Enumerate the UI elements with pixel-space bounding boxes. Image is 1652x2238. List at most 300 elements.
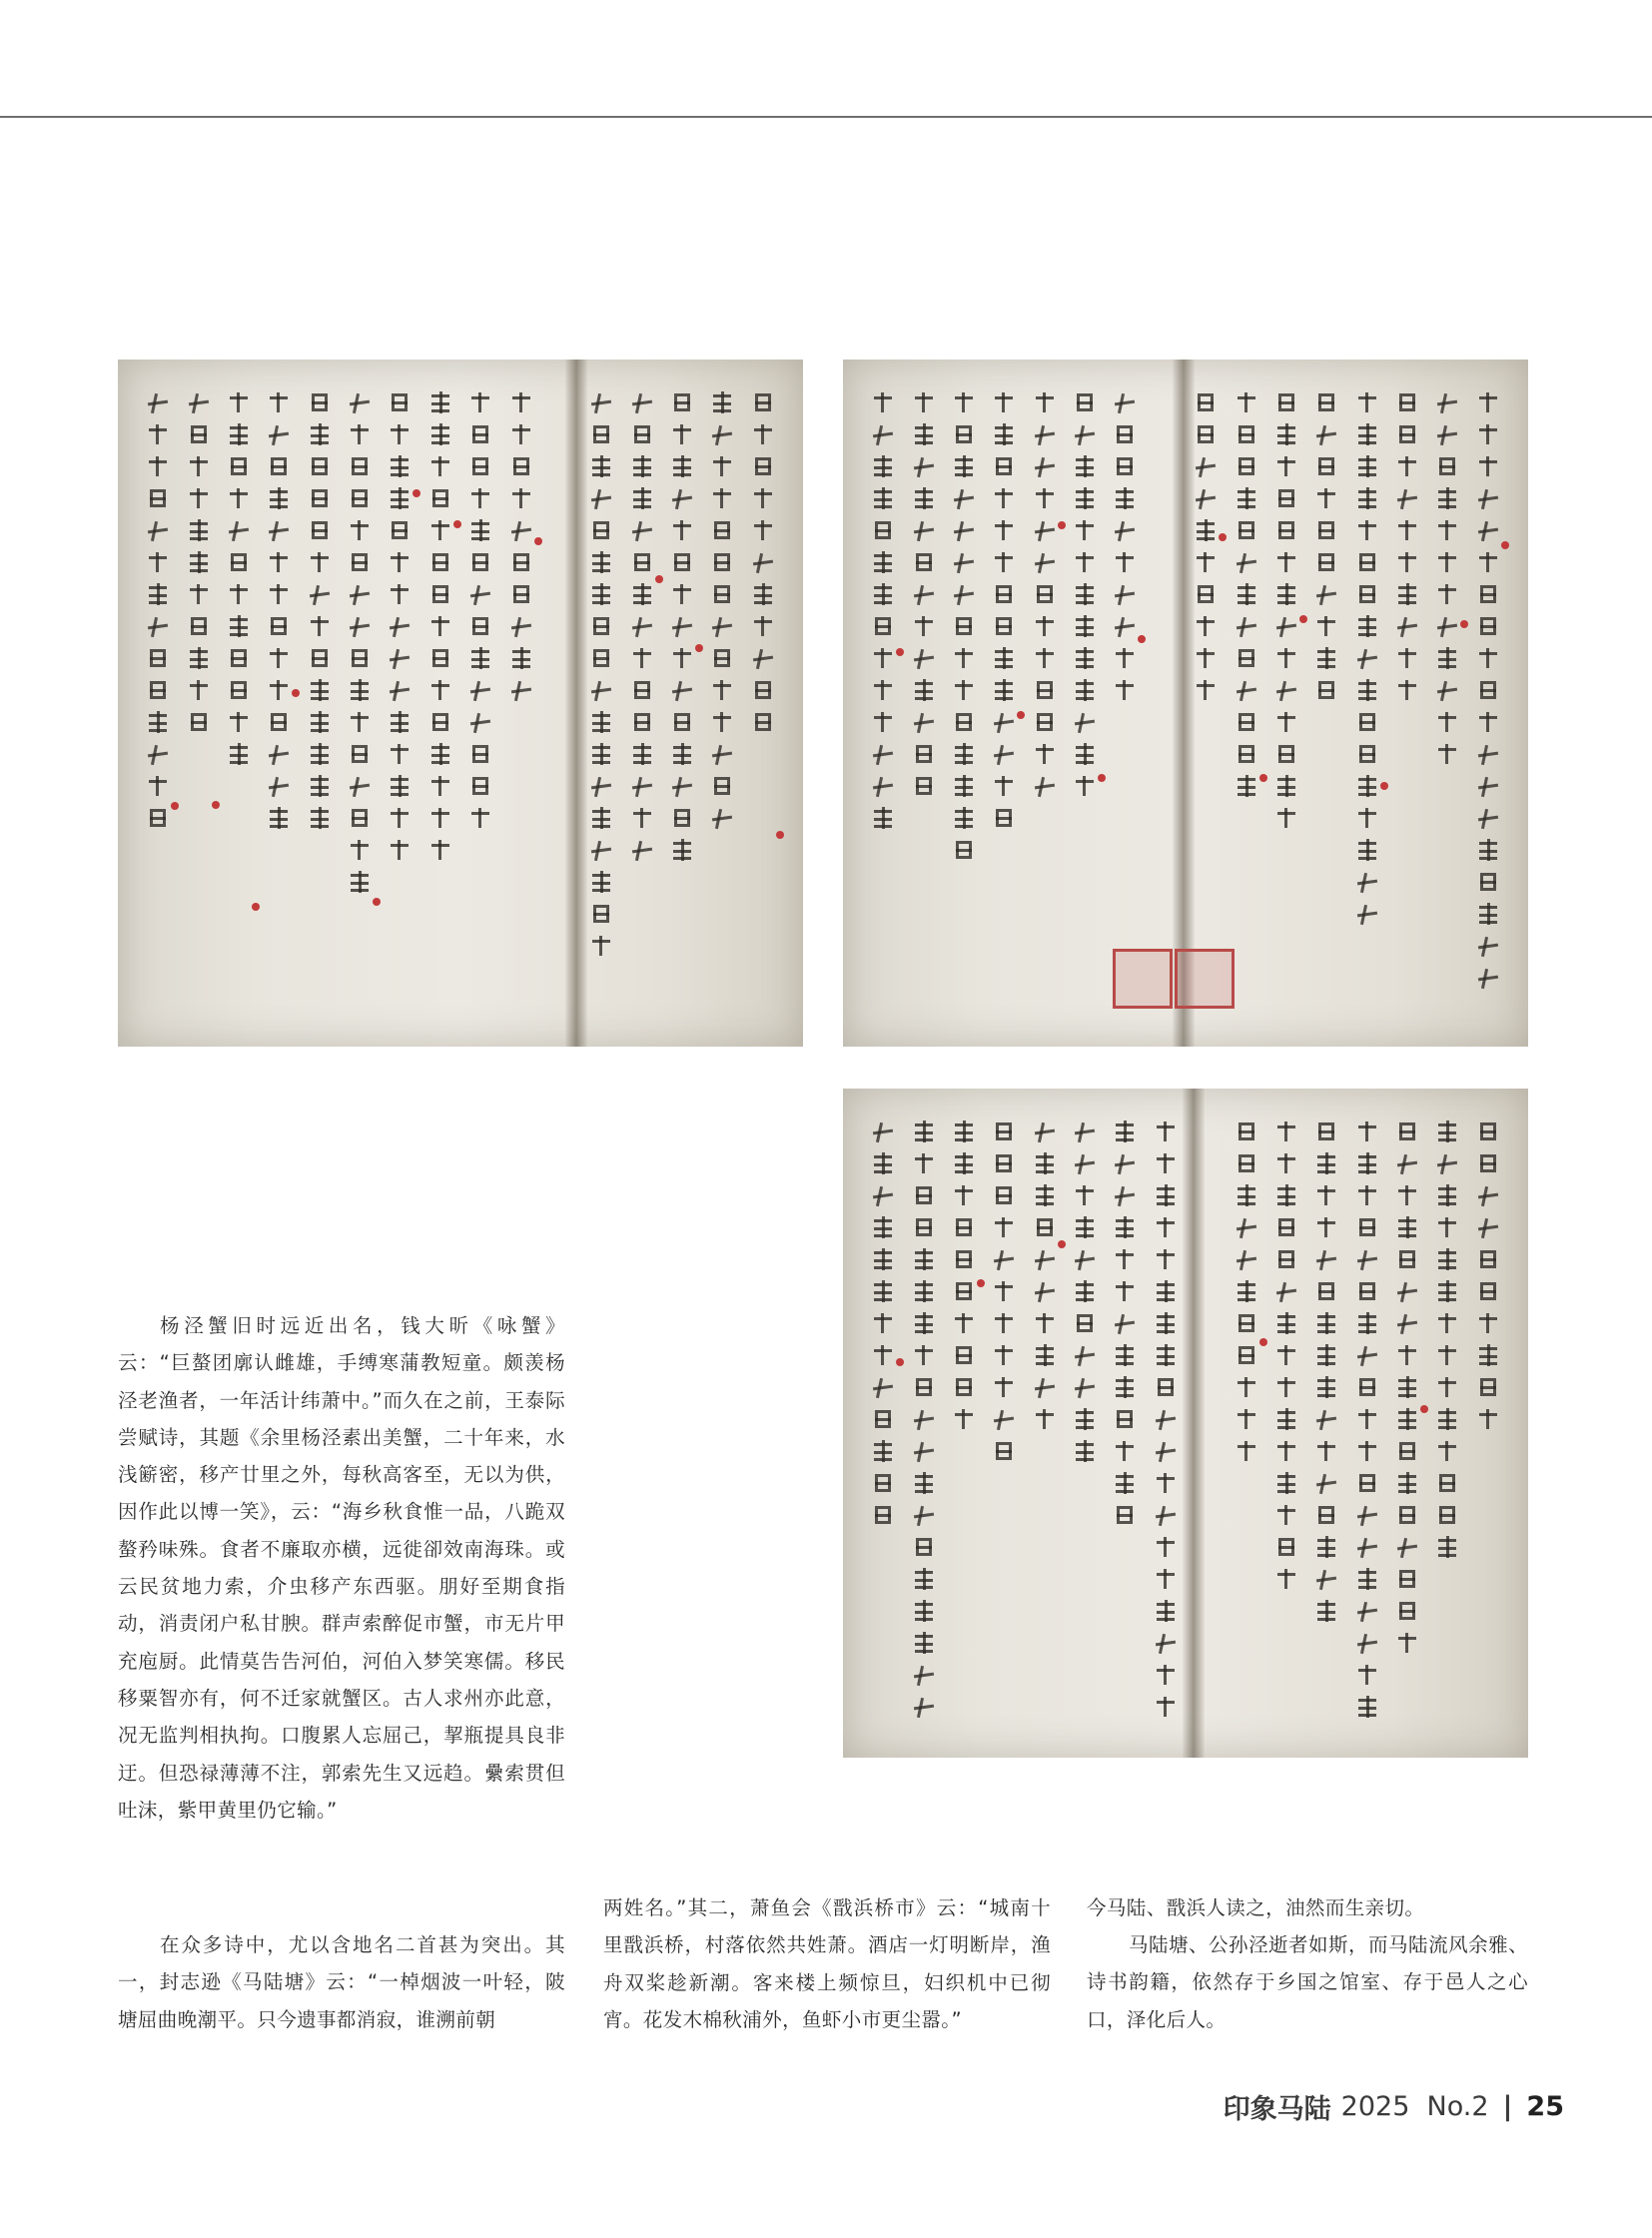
manuscript-glyph [1313,1406,1339,1432]
manuscript-glyph [1475,741,1501,767]
manuscript-glyph [588,709,614,735]
manuscript-glyph [911,1214,937,1240]
manuscript-glyph [1032,517,1058,543]
manuscript-glyph [387,485,413,511]
manuscript-glyph [1273,1438,1299,1464]
manuscript-glyph [1313,1342,1339,1368]
manuscript-glyph [1234,1182,1259,1208]
manuscript-glyph [145,421,171,447]
manuscript-glyph [266,421,292,447]
manuscript-glyph [1354,1630,1380,1656]
manuscript-glyph [588,549,614,575]
manuscript-glyph [347,677,373,703]
manuscript-glyph [1032,645,1058,671]
manuscript-glyph [750,453,776,479]
manuscript-glyph [1434,1438,1460,1464]
manuscript-glyph [1354,613,1380,639]
manuscript-glyph [226,389,252,415]
manuscript-glyph [1394,549,1420,575]
manuscript-glyph [145,581,171,607]
manuscript-glyph [629,677,655,703]
manuscript-glyph [1434,709,1460,735]
manuscript-glyph [629,581,655,607]
manuscript-glyph [870,1182,896,1208]
manuscript-glyph [1153,1374,1179,1400]
manuscript-glyph [1153,1438,1179,1464]
manuscript-glyph [951,389,977,415]
col2-paragraph-1: 两姓名。”其二，萧鱼会《戬浜桥市》云：“城南十里戬浜桥，村落依然共姓萧。酒店一灯明断岸，渔舟双桨趁新潮。客来楼上频惊旦，妇织机中已彻宵。花发木棉秋浦外，鱼虾小市更尘嚣。” [603,1896,1051,2031]
manuscript-glyph [1354,773,1380,799]
manuscript-glyph [467,485,493,511]
manuscript-glyph [870,709,896,735]
manuscript-glyph [629,549,655,575]
manuscript-glyph [1475,1406,1501,1432]
manuscript-glyph [1112,1214,1138,1240]
manuscript-glyph [1354,1182,1380,1208]
manuscript-glyph [1072,1310,1098,1336]
manuscript-glyph [911,1598,937,1624]
manuscript-glyph [508,389,534,415]
manuscript-glyph [347,581,373,607]
manuscript-glyph [911,1150,937,1176]
manuscript-glyph [307,421,333,447]
manuscript-glyph [1475,421,1501,447]
manuscript-glyph [145,645,171,671]
manuscript-glyph [951,741,977,767]
manuscript-glyph [387,645,413,671]
manuscript-glyph [1153,1119,1179,1144]
manuscript-glyph [347,453,373,479]
manuscript-glyph [1234,613,1259,639]
manuscript-glyph [1475,613,1501,639]
manuscript-column [145,389,171,1027]
manuscript-glyph [387,453,413,479]
manuscript-glyph [1434,1150,1460,1176]
manuscript-glyph [186,485,212,511]
manuscript-glyph [1475,901,1501,927]
manuscript-glyph [1032,1150,1058,1176]
manuscript-glyph [709,517,735,543]
manuscript-glyph [1193,613,1219,639]
manuscript-glyph [307,773,333,799]
manuscript-glyph [1313,1214,1339,1240]
manuscript-glyph [1193,389,1219,415]
manuscript-glyph [951,453,977,479]
manuscript-glyph [467,549,493,575]
manuscript-glyph [669,837,695,863]
manuscript-glyph [1394,1119,1420,1144]
manuscript-glyph [870,773,896,799]
manuscript-glyph [145,677,171,703]
manuscript-glyph [1072,1278,1098,1304]
manuscript-glyph [1273,1214,1299,1240]
manuscript-glyph [347,517,373,543]
manuscript-glyph [226,549,252,575]
manuscript-glyph [1475,645,1501,671]
manuscript-glyph [347,805,373,831]
manuscript-column [1434,389,1460,1027]
manuscript-glyph [1072,421,1098,447]
manuscript-column [1394,389,1420,1027]
manuscript-glyph [226,613,252,639]
manuscript-glyph [870,645,896,671]
manuscript-glyph [427,581,453,607]
manuscript-glyph [1032,1278,1058,1304]
manuscript-glyph [1394,1534,1420,1560]
manuscript-glyph [1153,1502,1179,1528]
manuscript-glyph [1032,677,1058,703]
manuscript-glyph [588,933,614,959]
manuscript-glyph [870,1150,896,1176]
manuscript-glyph [588,421,614,447]
manuscript-glyph [1394,645,1420,671]
manuscript-glyph [1072,485,1098,511]
manuscript-glyph [186,709,212,735]
manuscript-glyph [307,709,333,735]
manuscript-glyph [266,805,292,831]
manuscript-glyph [629,613,655,639]
manuscript-glyph [145,613,171,639]
manuscript-glyph [1112,485,1138,511]
manuscript-glyph [951,517,977,543]
manuscript-glyph [1072,613,1098,639]
manuscript-glyph [1394,581,1420,607]
manuscript-column [1193,389,1219,1027]
manuscript-glyph [1475,549,1501,575]
manuscript-glyph [951,485,977,511]
manuscript-glyph [1273,389,1299,415]
manuscript-glyph [508,421,534,447]
manuscript-glyph [1032,389,1058,415]
manuscript-glyph [508,485,534,511]
manuscript-glyph [870,389,896,415]
manuscript-glyph [1434,1214,1460,1240]
manuscript-glyph [709,741,735,767]
manuscript-glyph [870,1246,896,1272]
manuscript-glyph [1475,1342,1501,1368]
manuscript-glyph [911,1182,937,1208]
manuscript-glyph [1354,485,1380,511]
manuscript-glyph [1434,1374,1460,1400]
manuscript-glyph [951,805,977,831]
manuscript-glyph [1394,1310,1420,1336]
manuscript-glyph [709,613,735,639]
manuscript-glyph [387,549,413,575]
manuscript-glyph [266,517,292,543]
manuscript-glyph [467,677,493,703]
manuscript-glyph [870,741,896,767]
manuscript-glyph [911,485,937,511]
manuscript-glyph [1112,421,1138,447]
manuscript-glyph [991,1119,1017,1144]
manuscript-glyph [1032,1342,1058,1368]
manuscript-glyph [508,517,534,543]
manuscript-glyph [1112,1310,1138,1336]
manuscript-glyph [1475,709,1501,735]
manuscript-glyph [951,421,977,447]
manuscript-glyph [1394,677,1420,703]
manuscript-glyph [991,613,1017,639]
manuscript-glyph [1153,1310,1179,1336]
manuscript-glyph [991,1246,1017,1272]
manuscript-glyph [1434,1406,1460,1432]
manuscript-glyph [1153,1214,1179,1240]
manuscript-glyph [1273,773,1299,799]
manuscript-glyph [1032,613,1058,639]
manuscript-glyph [508,613,534,639]
manuscript-glyph [911,549,937,575]
manuscript-glyph [467,389,493,415]
manuscript-glyph [1434,1310,1460,1336]
manuscript-glyph [1475,1310,1501,1336]
manuscript-column [467,389,493,1027]
manuscript-glyph [991,1214,1017,1240]
manuscript-glyph [991,1438,1017,1464]
manuscript-column [226,389,252,1027]
manuscript-glyph [427,453,453,479]
manuscript-glyph [1112,1502,1138,1528]
manuscript-glyph [145,453,171,479]
manuscript-glyph [1313,677,1339,703]
manuscript-glyph [1394,1502,1420,1528]
manuscript-glyph [1394,1182,1420,1208]
manuscript-glyph [951,613,977,639]
manuscript-glyph [508,645,534,671]
manuscript-column [911,389,937,1027]
punctuation-mark [171,802,179,810]
manuscript-glyph [991,453,1017,479]
manuscript-glyph [911,1342,937,1368]
manuscript-glyph [709,677,735,703]
manuscript-glyph [467,805,493,831]
manuscript-glyph [1434,677,1460,703]
manuscript-glyph [1072,741,1098,767]
manuscript-glyph [991,709,1017,735]
manuscript-glyph [387,741,413,767]
manuscript-glyph [387,421,413,447]
manuscript-column [991,389,1017,1027]
punctuation-mark [1460,620,1468,628]
manuscript-glyph [1475,581,1501,607]
manuscript-glyph [951,773,977,799]
page-footer [1224,2087,1564,2126]
manuscript-glyph [1394,1342,1420,1368]
manuscript-glyph [1032,709,1058,735]
manuscript-glyph [870,549,896,575]
manuscript-glyph [1112,645,1138,671]
manuscript-glyph [669,645,695,671]
manuscript-glyph [186,613,212,639]
manuscript-glyph [1394,421,1420,447]
manuscript-glyph [1032,1246,1058,1272]
manuscript-glyph [1273,453,1299,479]
manuscript-glyph [467,773,493,799]
manuscript-glyph [307,741,333,767]
punctuation-mark [534,537,542,545]
manuscript-glyph [1234,517,1259,543]
manuscript-glyph [1354,1598,1380,1624]
manuscript-glyph [467,645,493,671]
manuscript-glyph [1313,421,1339,447]
manuscript-glyph [1234,741,1259,767]
manuscript-glyph [911,709,937,735]
manuscript-column [266,389,292,1027]
punctuation-mark [1219,533,1227,541]
manuscript-column [1234,389,1259,1027]
manuscript-glyph [307,805,333,831]
manuscript-glyph [1354,837,1380,863]
manuscript-glyph [1112,1246,1138,1272]
manuscript-glyph [427,645,453,671]
manuscript-column [1354,389,1380,1027]
manuscript-glyph [1394,1150,1420,1176]
manuscript-glyph [387,773,413,799]
manuscript-glyph [1234,1374,1259,1400]
manuscript-glyph [1112,549,1138,575]
manuscript-glyph [911,1310,937,1336]
manuscript-glyph [750,677,776,703]
manuscript-glyph [1072,1374,1098,1400]
manuscript-glyph [870,1278,896,1304]
manuscript-column [669,389,695,1027]
manuscript-glyph [1193,453,1219,479]
manuscript-column [1354,1119,1380,1738]
manuscript-glyph [1354,581,1380,607]
manuscript-glyph [1273,1374,1299,1400]
manuscript-glyph [508,549,534,575]
manuscript-column [1475,389,1501,1027]
manuscript-glyph [307,485,333,511]
col1-paragraph-2: 在众多诗中，尤以含地名二首甚为突出。其一，封志逊《马陆塘》云：“一棹烟波一叶轻，陂塘屈曲晚潮平。只今遗事都消寂，谁溯前朝 [118,1933,565,2031]
manuscript-column [1032,389,1058,1027]
manuscript-glyph [629,773,655,799]
punctuation-mark [1299,615,1307,623]
manuscript-glyph [1475,837,1501,863]
manuscript-glyph [347,837,373,863]
manuscript-glyph [870,1470,896,1496]
manuscript-glyph [1273,1119,1299,1144]
manuscript-glyph [1475,1150,1501,1176]
manuscript-glyph [266,773,292,799]
manuscript-glyph [1434,1534,1460,1560]
manuscript-column [709,389,735,1027]
manuscript-glyph [1153,1342,1179,1368]
manuscript-glyph [588,773,614,799]
manuscript-column [991,1119,1017,1738]
manuscript-glyph [467,421,493,447]
manuscript-column [1072,1119,1098,1738]
manuscript-glyph [307,517,333,543]
manuscript-glyph [911,1406,937,1432]
manuscript-glyph [1234,549,1259,575]
manuscript-glyph [1354,453,1380,479]
manuscript-glyph [951,677,977,703]
manuscript-glyph [951,709,977,735]
manuscript-glyph [588,581,614,607]
manuscript-glyph [1394,1566,1420,1592]
manuscript-glyph [911,1374,937,1400]
manuscript-glyph [588,517,614,543]
manuscript-glyph [1153,1662,1179,1688]
manuscript-glyph [1112,1278,1138,1304]
manuscript-glyph [588,453,614,479]
manuscript-glyph [1273,1150,1299,1176]
manuscript-glyph [1313,1502,1339,1528]
manuscript-glyph [951,1374,977,1400]
manuscript-glyph [669,549,695,575]
manuscript-glyph [1434,517,1460,543]
manuscript-glyph [1313,1182,1339,1208]
manuscript-glyph [1394,1406,1420,1432]
manuscript-glyph [226,517,252,543]
manuscript-glyph [1234,389,1259,415]
manuscript-glyph [1234,709,1259,735]
manuscript-glyph [1354,645,1380,671]
manuscript-glyph [347,485,373,511]
manuscript-glyph [387,837,413,863]
manuscript-glyph [1475,389,1501,415]
manuscript-glyph [1072,1214,1098,1240]
manuscript-glyph [709,549,735,575]
manuscript-glyph [1234,645,1259,671]
manuscript-glyph [1313,1566,1339,1592]
manuscript-glyph [1394,1246,1420,1272]
manuscript-glyph [1313,1374,1339,1400]
manuscript-glyph [1313,485,1339,511]
manuscript-glyph [1112,677,1138,703]
manuscript-glyph [709,453,735,479]
manuscript-glyph [911,741,937,767]
manuscript-glyph [1313,389,1339,415]
manuscript-glyph [1072,389,1098,415]
manuscript-glyph [1153,1150,1179,1176]
manuscript-glyph [508,677,534,703]
manuscript-glyph [1112,1438,1138,1464]
manuscript-glyph [1072,773,1098,799]
manuscript-glyph [870,453,896,479]
manuscript-glyph [347,709,373,735]
manuscript-glyph [709,581,735,607]
punctuation-mark [1098,774,1106,782]
manuscript-glyph [911,1278,937,1304]
manuscript-glyph [1354,1214,1380,1240]
issue-label: 2025 No.2 [1340,2091,1489,2122]
manuscript-glyph [427,389,453,415]
manuscript-glyph [1112,613,1138,639]
manuscript-glyph [1394,1598,1420,1624]
manuscript-glyph [588,805,614,831]
manuscript-glyph [750,485,776,511]
manuscript-glyph [1273,645,1299,671]
manuscript-column [1234,1119,1259,1738]
manuscript-glyph [951,1310,977,1336]
manuscript-glyph [387,517,413,543]
manuscript-glyph [911,677,937,703]
manuscript-glyph [1475,1182,1501,1208]
manuscript-glyph [307,613,333,639]
manuscript-glyph [1032,741,1058,767]
manuscript-glyph [991,1374,1017,1400]
manuscript-glyph [1394,1438,1420,1464]
manuscript-glyph [508,453,534,479]
footer-separator: | [1502,2091,1513,2122]
manuscript-glyph [1273,1566,1299,1592]
manuscript-glyph [266,709,292,735]
manuscript-glyph [1273,677,1299,703]
manuscript-glyph [911,389,937,415]
manuscript-glyph [1193,677,1219,703]
manuscript-glyph [186,453,212,479]
